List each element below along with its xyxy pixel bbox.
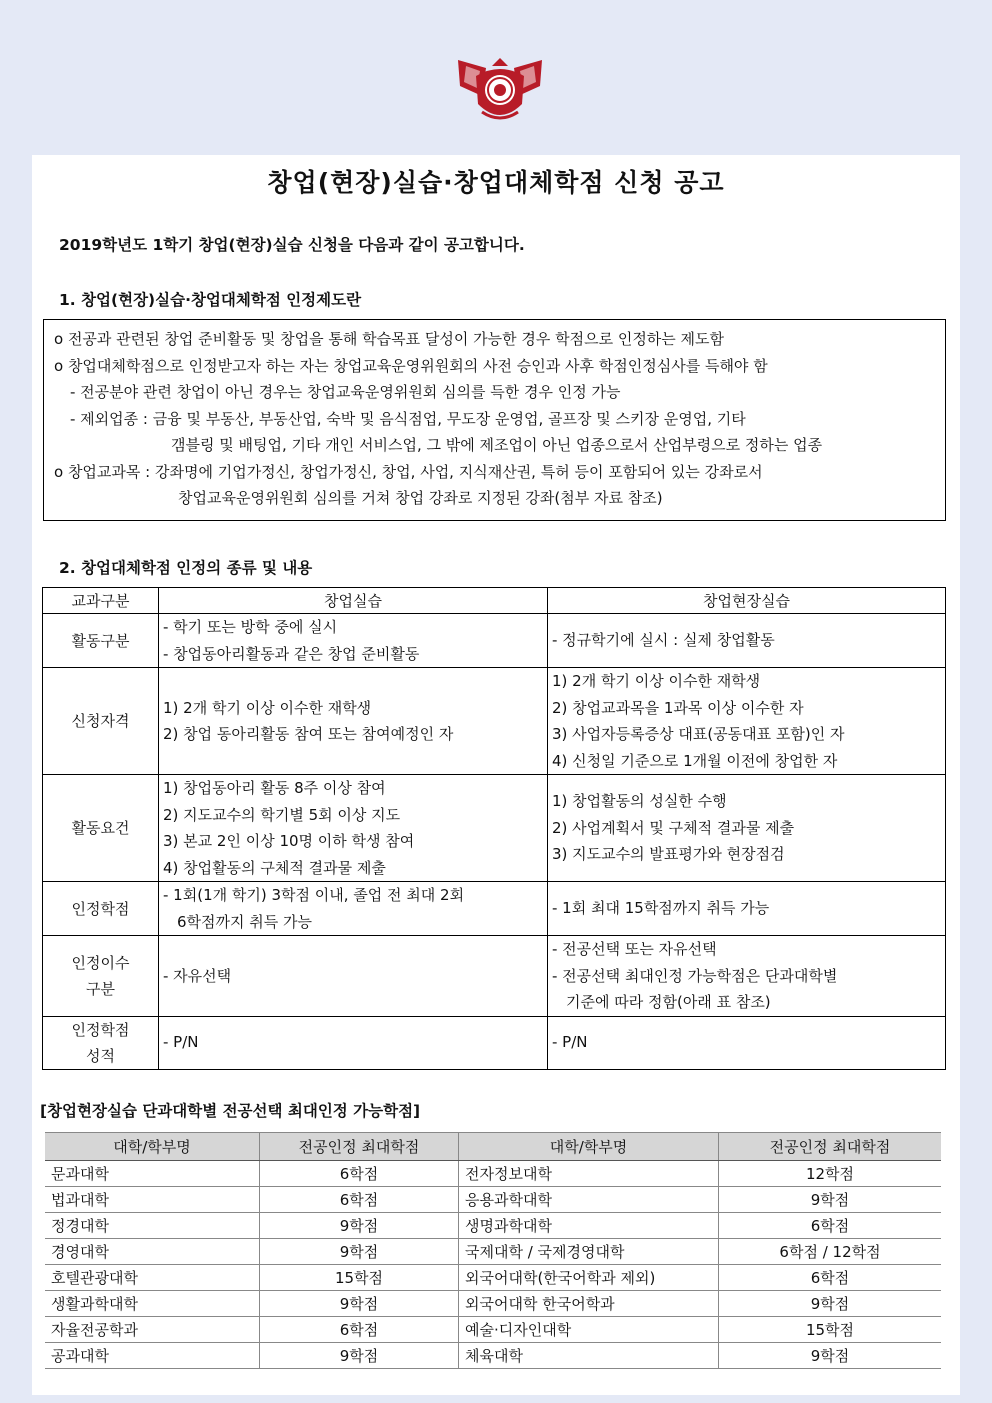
section1-line: - 제외업종 : 금융 및 부동산, 부동산업, 숙박 및 음식점업, 무도장 운영업, 골프장 및 스키장 운영업, 기타 xyxy=(70,409,746,428)
college-name-cell: 생명과학대학 xyxy=(459,1213,719,1239)
section3-heading: [창업현장실습 단과대학별 전공선택 최대인정 가능학점] xyxy=(40,1102,421,1120)
section1-heading: 1. 창업(현장)실습·창업대체학점 인정제도란 xyxy=(59,291,362,309)
max-credit-cell: 6학점 xyxy=(260,1317,459,1343)
table-row xyxy=(45,1265,941,1291)
section1-line: 갬블링 및 배팅업, 기타 개인 서비스업, 그 밖에 제조업이 아닌 업종으로서 산업부령으로 정하는 업종 xyxy=(171,436,823,454)
college-name-cell: 법과대학 xyxy=(45,1187,260,1213)
college-name-cell: 체육대학 xyxy=(459,1343,719,1369)
cell-line: 1) 2개 학기 이상 이수한 재학생 xyxy=(163,698,372,717)
college-name-cell: 문과대학 xyxy=(45,1161,260,1187)
college-name-cell: 공과대학 xyxy=(45,1343,260,1369)
cell-line: 2) 사업계획서 및 구체적 결과물 제출 xyxy=(552,818,795,837)
column-header: 창업실습 xyxy=(159,588,548,614)
cell-line: - 1회 최대 15학점까지 취득 가능 xyxy=(552,899,770,918)
row-label xyxy=(43,614,159,668)
row-label-text: 성적 xyxy=(86,1046,115,1065)
cell-line: 4) 창업활동의 구체적 결과물 제출 xyxy=(163,858,386,877)
credit-type-table xyxy=(42,587,946,1070)
cell-line: - 전공선택 또는 자유선택 xyxy=(552,940,717,958)
table-row xyxy=(43,882,946,936)
max-credit-cell: 9학점 xyxy=(260,1291,459,1317)
college-credit-table xyxy=(45,1132,941,1369)
table-cell xyxy=(548,614,946,668)
table-cell xyxy=(548,882,946,936)
table-cell xyxy=(159,1016,548,1069)
cell-line: 4) 신청일 기준으로 1개월 이전에 창업한 자 xyxy=(552,751,838,770)
table-cell xyxy=(548,1016,946,1069)
table-header-row xyxy=(43,588,946,614)
notice-intro: 2019학년도 1학기 창업(현장)실습 신청을 다음과 같이 공고합니다. xyxy=(59,236,525,254)
max-credit-cell: 9학점 xyxy=(719,1187,942,1213)
table-row xyxy=(45,1343,941,1369)
table-row xyxy=(45,1317,941,1343)
cell-line: - 창업동아리활동과 같은 창업 준비활동 xyxy=(163,644,420,663)
cell-line: - 전공선택 최대인정 가능학점은 단과대학별 xyxy=(552,966,838,985)
section1-line: o 창업대체학점으로 인정받고자 하는 자는 창업교육운영위원회의 사전 승인과 사후 학점인정심사를 득해야 함 xyxy=(54,356,768,375)
section1-line: o 창업교과목 : 강좌명에 기업가정신, 창업가정신, 창업, 사업, 지식재산권, 특허 등이 포함되어 있는 강좌로서 xyxy=(54,462,763,481)
table-row xyxy=(45,1187,941,1213)
row-label xyxy=(43,936,159,1017)
cell-line: 2) 창업교과목을 1과목 이상 이수한 자 xyxy=(552,698,804,717)
college-name-cell: 자율전공학과 xyxy=(45,1317,260,1343)
max-credit-cell: 9학점 xyxy=(260,1213,459,1239)
column-header: 교과구분 xyxy=(43,588,159,614)
table-row xyxy=(43,614,946,668)
section2-heading: 2. 창업대체학점 인정의 종류 및 내용 xyxy=(59,559,313,577)
cell-line: 기준에 따라 정함(아래 표 참조) xyxy=(566,993,771,1011)
table-cell xyxy=(159,668,548,775)
table-cell xyxy=(548,668,946,775)
college-name-cell: 경영대학 xyxy=(45,1239,260,1265)
table-cell xyxy=(548,775,946,882)
cell-line: 3) 본교 2인 이상 10명 이하 학생 참여 xyxy=(163,832,415,850)
row-label xyxy=(43,1016,159,1069)
table-cell xyxy=(159,614,548,668)
table-cell xyxy=(159,775,548,882)
max-credit-cell: 6학점 xyxy=(719,1213,942,1239)
table-row xyxy=(43,1016,946,1069)
row-label xyxy=(43,882,159,936)
max-credit-cell: 15학점 xyxy=(260,1265,459,1291)
cell-line: - P/N xyxy=(163,1033,199,1052)
table-row xyxy=(45,1213,941,1239)
row-label xyxy=(43,775,159,882)
max-credit-cell: 6학점 xyxy=(260,1187,459,1213)
college-name-cell: 국제대학 / 국제경영대학 xyxy=(459,1239,719,1265)
university-emblem-icon xyxy=(452,56,548,128)
column-header: 전공인정 최대학점 xyxy=(260,1133,459,1161)
column-header: 전공인정 최대학점 xyxy=(719,1133,942,1161)
cell-line: 1) 2개 학기 이상 이수한 재학생 xyxy=(552,672,761,690)
row-label-text: 인정이수 xyxy=(71,953,130,972)
cell-line: 1) 창업활동의 성실한 수행 xyxy=(552,792,727,811)
table-row xyxy=(43,936,946,1017)
cell-line: 1) 창업동아리 활동 8주 이상 참여 xyxy=(163,779,386,797)
max-credit-cell: 15학점 xyxy=(719,1317,942,1343)
cell-line: 2) 지도교수의 학기별 5회 이상 지도 xyxy=(163,805,401,824)
cell-line: 2) 창업 동아리활동 참여 또는 참여예정인 자 xyxy=(163,725,454,743)
college-name-cell: 외국어대학 한국어학과 xyxy=(459,1291,719,1317)
max-credit-cell: 6학점 / 12학점 xyxy=(719,1239,942,1265)
table-row xyxy=(45,1291,941,1317)
max-credit-cell: 6학점 xyxy=(260,1161,459,1187)
row-label-text: 인정학점 xyxy=(71,899,130,918)
notice-document xyxy=(32,155,960,1395)
college-name-cell: 예술·디자인대학 xyxy=(459,1317,719,1343)
section1-line: 창업교육운영위원회 심의를 거쳐 창업 강좌로 지정된 강좌(첨부 자료 참조) xyxy=(178,489,663,507)
table-row xyxy=(45,1161,941,1187)
college-name-cell: 호텔관광대학 xyxy=(45,1265,260,1291)
row-label-text: 구분 xyxy=(86,979,115,998)
cell-line: 6학점까지 취득 가능 xyxy=(177,912,313,931)
cell-line: - P/N xyxy=(552,1033,588,1052)
column-header: 대학/학부명 xyxy=(459,1133,719,1161)
max-credit-cell: 6학점 xyxy=(719,1265,942,1291)
cell-line: - 자유선택 xyxy=(163,966,232,985)
section1-line: o 전공과 관련된 창업 준비활동 및 창업을 통해 학습목표 달성이 가능한 경우 학점으로 인정하는 제도함 xyxy=(54,330,725,348)
college-name-cell: 생활과학대학 xyxy=(45,1291,260,1317)
college-name-cell: 응용과학대학 xyxy=(459,1187,719,1213)
max-credit-cell: 9학점 xyxy=(719,1291,942,1317)
row-label-text: 활동요건 xyxy=(71,819,130,837)
table-row xyxy=(43,668,946,775)
column-header: 창업현장실습 xyxy=(548,588,946,614)
row-label-text: 인정학점 xyxy=(71,1020,130,1039)
max-credit-cell: 12학점 xyxy=(719,1161,942,1187)
notice-title: 창업(현장)실습·창업대체학점 신청 공고 xyxy=(267,168,725,197)
max-credit-cell: 9학점 xyxy=(719,1343,942,1369)
table-row xyxy=(45,1239,941,1265)
cell-line: 3) 지도교수의 발표평가와 현장점검 xyxy=(552,845,785,864)
max-credit-cell: 9학점 xyxy=(260,1239,459,1265)
college-name-cell: 외국어대학(한국어학과 제외) xyxy=(459,1265,719,1291)
college-name-cell: 전자정보대학 xyxy=(459,1161,719,1187)
table-cell xyxy=(548,936,946,1017)
cell-line: 3) 사업자등록증상 대표(공동대표 포함)인 자 xyxy=(552,725,845,743)
cell-line: - 1회(1개 학기) 3학점 이내, 졸업 전 최대 2회 xyxy=(163,886,465,904)
table-cell xyxy=(159,936,548,1017)
section1-box xyxy=(43,319,946,521)
row-label xyxy=(43,668,159,775)
row-label-text: 활동구분 xyxy=(71,631,130,650)
row-label-text: 신청자격 xyxy=(71,712,130,730)
table-header-row xyxy=(45,1133,941,1161)
cell-line: - 학기 또는 방학 중에 실시 xyxy=(163,618,338,636)
section1-line: - 전공분야 관련 창업이 아닌 경우는 창업교육운영위원회 심의를 득한 경우 인정 가능 xyxy=(70,383,621,401)
column-header: 대학/학부명 xyxy=(45,1133,260,1161)
table-row xyxy=(43,775,946,882)
college-name-cell: 정경대학 xyxy=(45,1213,260,1239)
table-cell xyxy=(159,882,548,936)
max-credit-cell: 9학점 xyxy=(260,1343,459,1369)
cell-line: - 정규학기에 실시 : 실제 창업활동 xyxy=(552,631,775,650)
